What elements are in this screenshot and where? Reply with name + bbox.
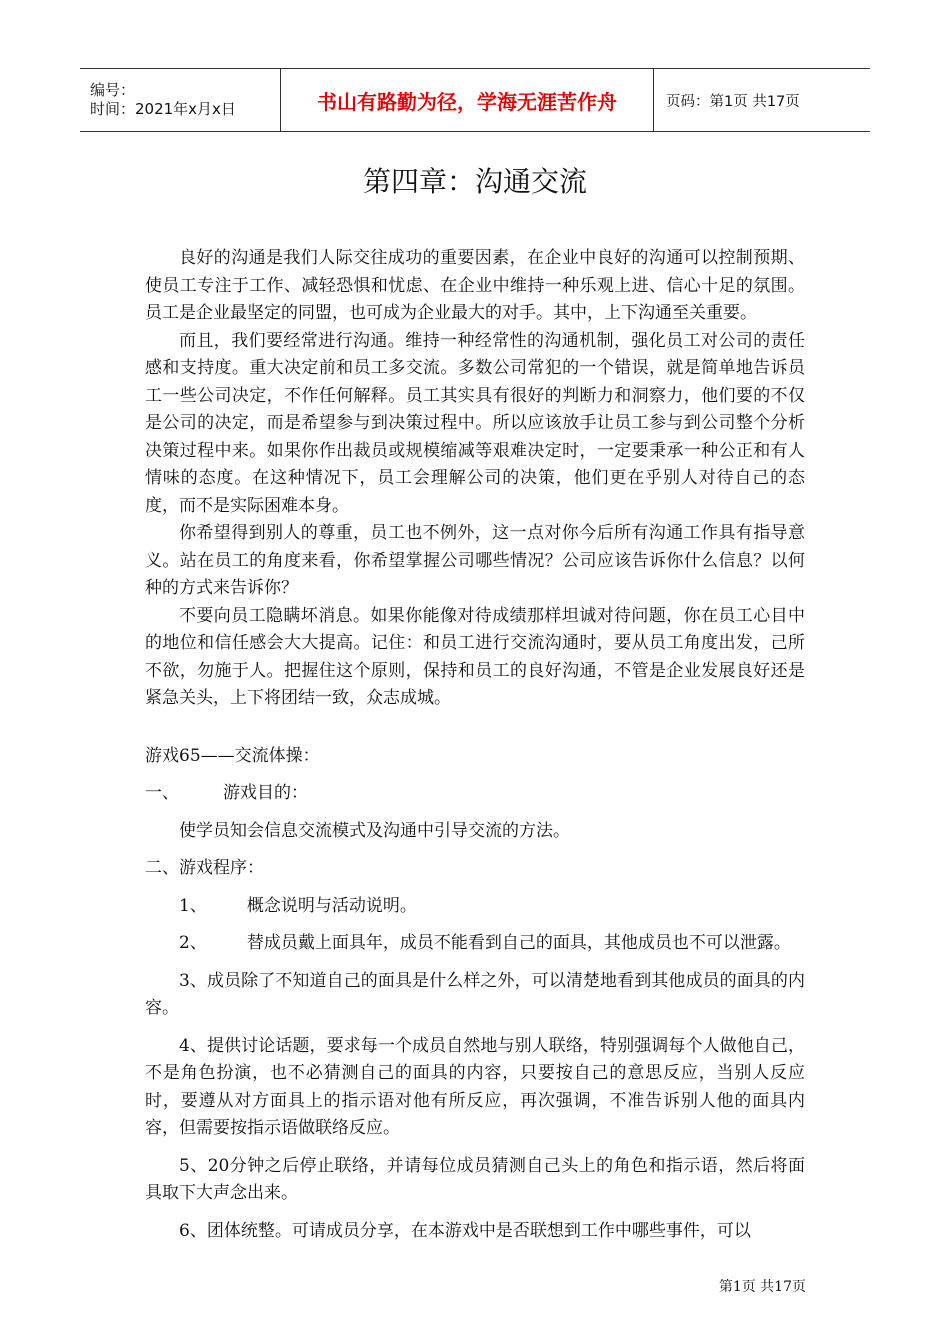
step-item [145, 930, 805, 958]
section-heading [145, 780, 805, 808]
time-label: 时间：2021年x月x日 [90, 100, 236, 118]
step-item [145, 893, 805, 921]
step-item: 3、成员除了不知道自己的面具是什么样之外，可以清楚地看到其他成员的面具的内容。 [145, 970, 805, 1018]
body-paragraph: 不要向员工隐瞒坏消息。如果你能像对待成绩那样坦诚对待问题，你在员工心目中的地位和信任感会大大提高。记住：和员工进行交流沟通时，要从员工角度出发，己所不欲，勿施于人。把握住这个原则，保持和员工的良好沟通，不管是企业发展良好还是紧急关头，上下将团结一致，众志成城。 [145, 605, 805, 708]
header-page-info: 页码：第1页 共17页 [666, 93, 800, 110]
body-paragraph: 良好的沟通是我们人际交往成功的重要因素，在企业中良好的沟通可以控制预期、使员工专注于工作、减轻恐惧和忧虑、在企业中维持一种乐观上进、信心十足的氛围。员工是企业最坚定的同盟，也可成为企业最大的对手。其中，上下沟通至关重要。 [145, 248, 805, 323]
chapter-title: 第四章：沟通交流 [362, 165, 587, 198]
step-text: 概念说明与活动说明。 [246, 895, 417, 916]
number-label: 编号： [90, 81, 136, 99]
header-motto: 书山有路勤为径，学海无涯苦作舟 [280, 69, 654, 131]
section-title: 游戏目的： [223, 783, 308, 803]
document-body [145, 245, 805, 1255]
body-paragraph: 你希望得到别人的尊重，员工也不例外，这一点对你今后所有沟通工作具有指导意义。站在员工的角度来看，你希望掌握公司哪些情况？公司应该告诉你什么信息？以何种的方式来告诉你？ [145, 523, 805, 598]
step-number: 1、 [179, 895, 207, 916]
body-paragraph: 而且，我们要经常进行沟通。维持一种经常性的沟通机制，强化员工对公司的责任感和支持度。重大决定前和员工多交流。多数公司常犯的一个错误，就是简单地告诉员工一些公司决定，不作任何解释。员工其实具有很好的判断力和洞察力，他们要的不仅是公司的决定，而是希望参与到决策过程中。所以应该放手让员工参与到公司整个分析决策过程中来。如果你作出裁员或规模缩减等艰难决定时，一定要秉承一种公正和有人情味的态度。在这种情况下，员工会理解公司的决策，他们更在乎别人对待自己的态度，而不是实际困难本身。 [145, 330, 805, 516]
step-text: 替成员戴上面具年，成员不能看到自己的面具，其他成员也不可以泄露。 [246, 933, 791, 953]
game-title: 游戏65——交流体操： [145, 745, 320, 766]
step-number: 2、 [179, 933, 207, 953]
step-item: 6、团体统整。可请成员分享，在本游戏中是否联想到工作中哪些事件，可以 [179, 1220, 751, 1241]
header-meta [80, 69, 280, 131]
step-item: 4、提供讨论话题，要求每一个成员自然地与别人联络，特别强调每个人做他自己，不是角色扮演，也不必猜测自己的面具的内容，只要按自己的意思反应，当别人反应时，要遵从对方面具上的指示语对他有所反应，再次强调，不准告诉别人他的面具内容，但需要按指示语做联络反应。 [145, 1035, 805, 1138]
page-header [80, 68, 870, 132]
page-footer: 第1页 共17页 [718, 1279, 806, 1295]
game-purpose: 使学员知会信息交流模式及沟通中引导交流的方法。 [179, 820, 570, 841]
step-item: 5、20分钟之后停止联络，并请每位成员猜测自己头上的角色和指示语，然后将面具取下大声念出来。 [145, 1155, 805, 1203]
section-heading: 二、游戏程序： [145, 858, 264, 878]
section-number: 一、 [145, 783, 179, 803]
